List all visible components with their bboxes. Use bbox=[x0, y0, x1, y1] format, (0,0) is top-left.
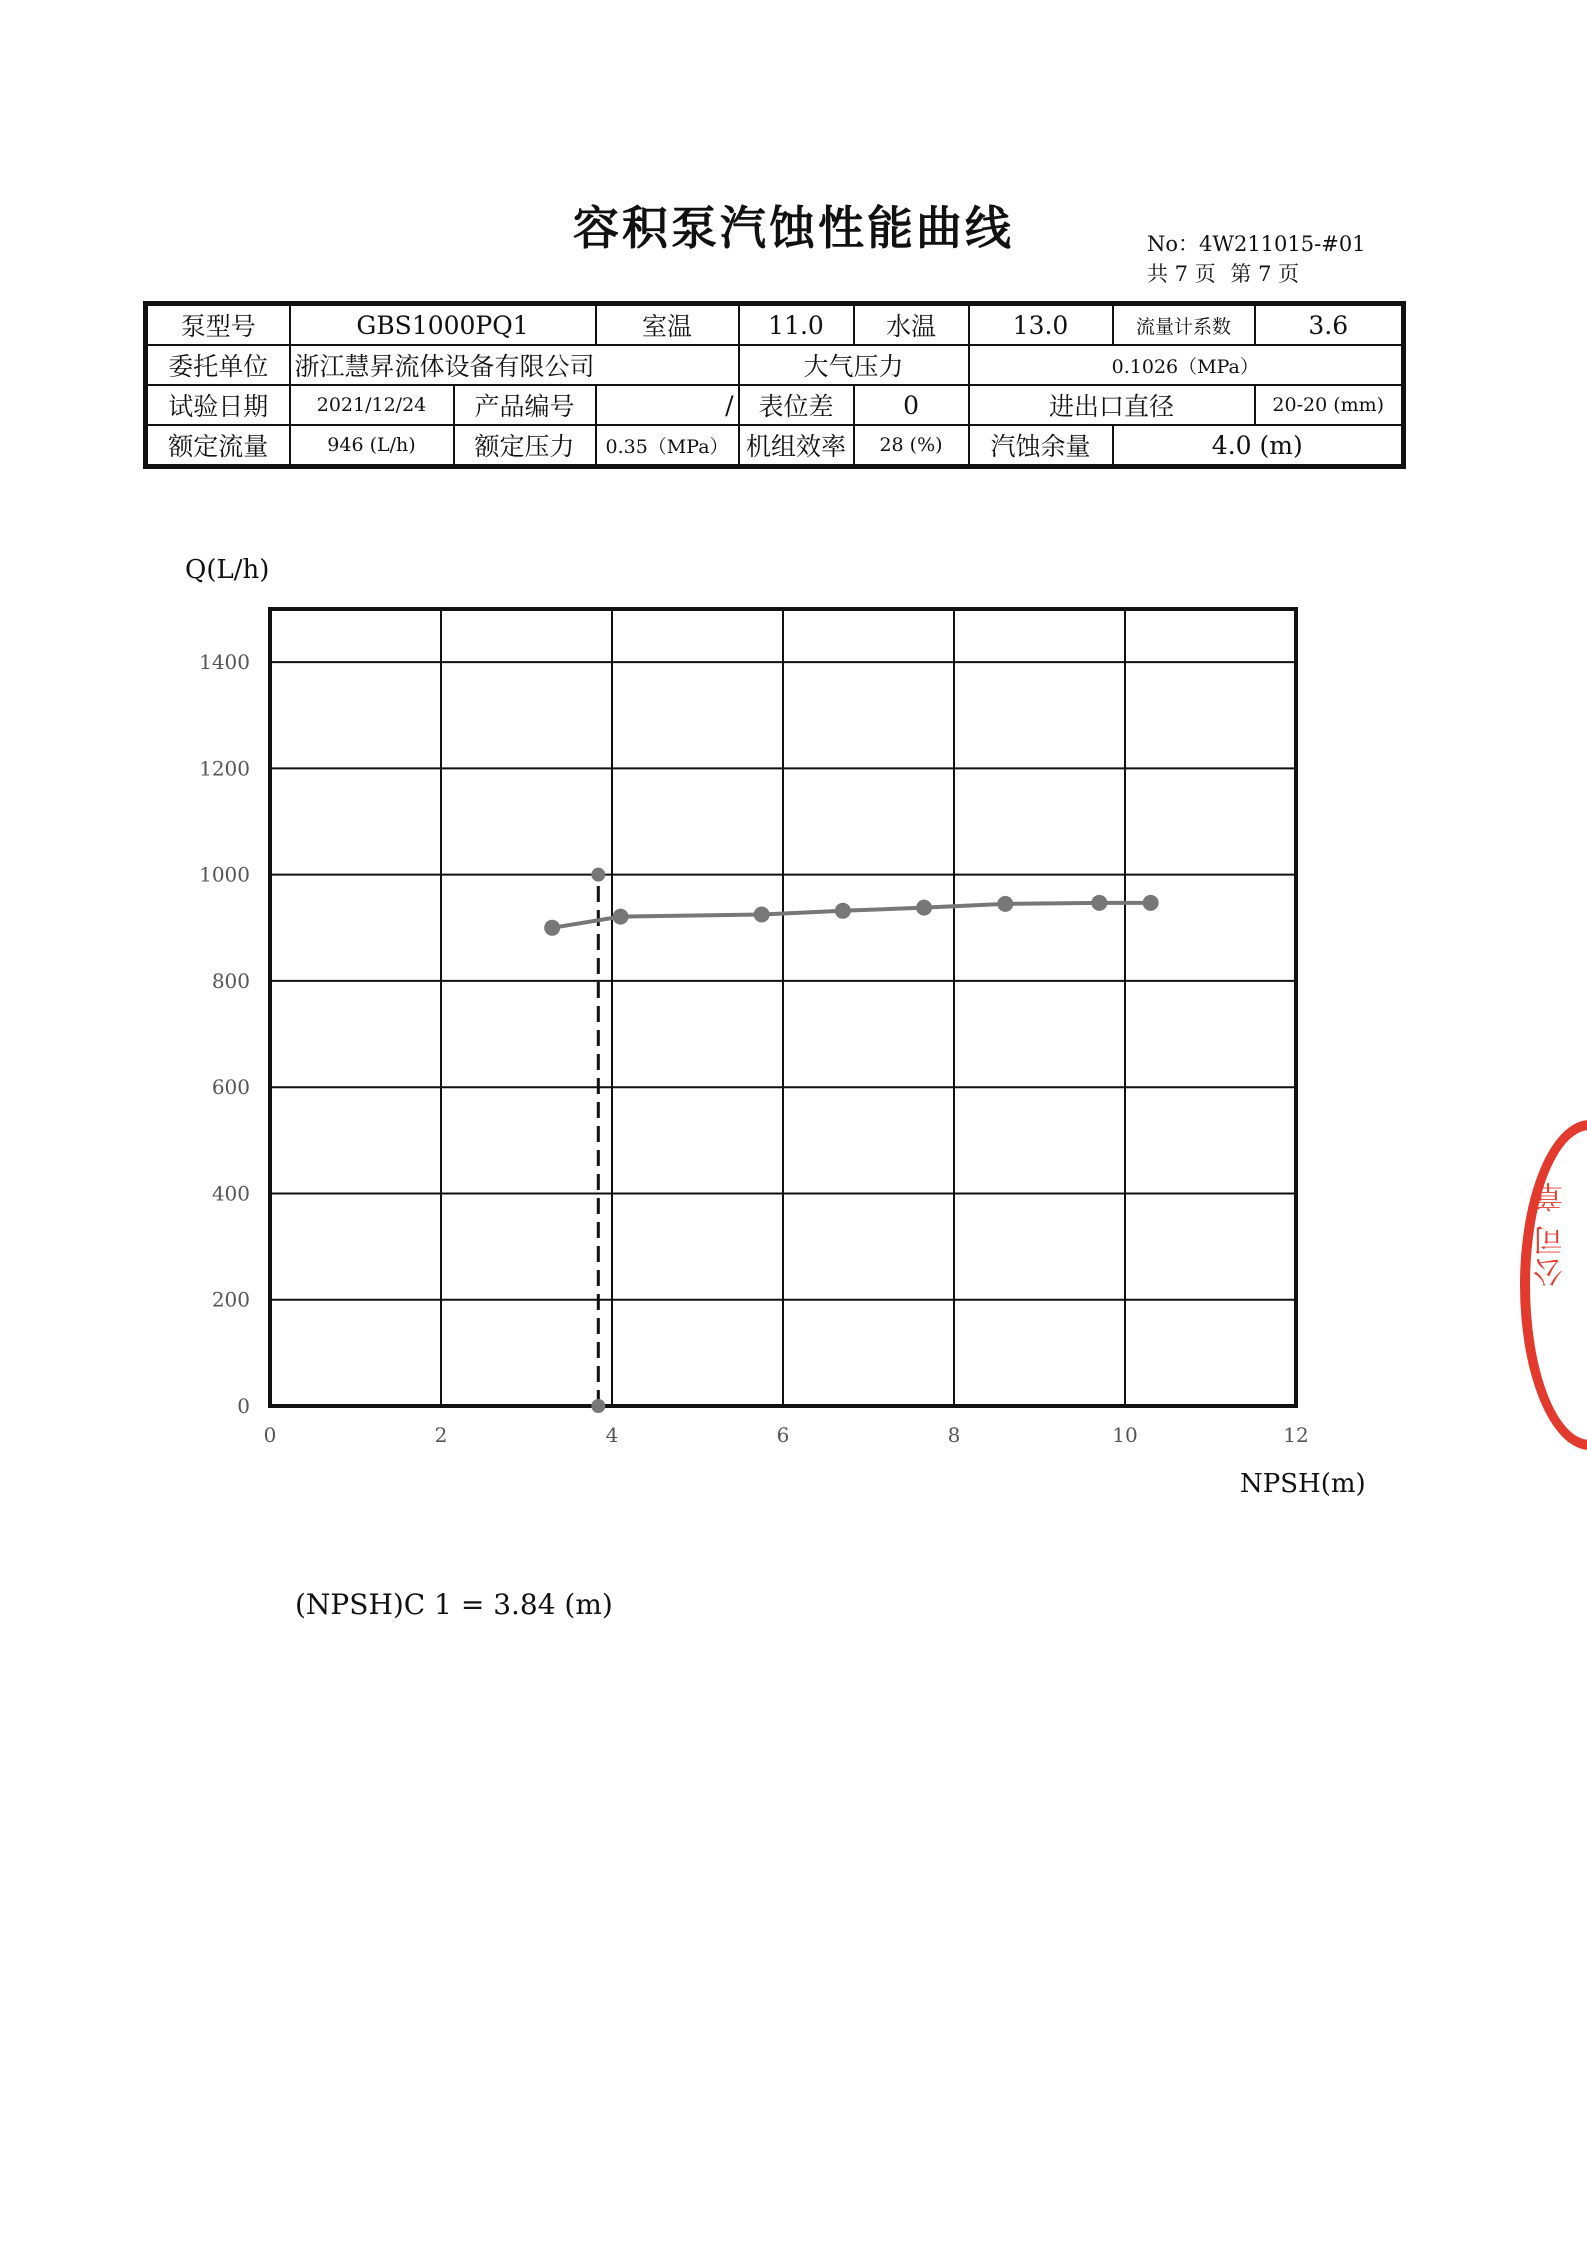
x-tick-label: 8 bbox=[947, 1423, 961, 1447]
npsh-critical-marker-bottom bbox=[591, 1399, 605, 1413]
value-water-temp: 13.0 bbox=[969, 304, 1113, 346]
value-unit-efficiency: 28 (%) bbox=[854, 425, 969, 467]
x-tick-label: 4 bbox=[605, 1423, 619, 1447]
label-test-date: 试验日期 bbox=[146, 385, 290, 425]
y-tick-label: 1200 bbox=[199, 756, 250, 781]
y-tick-label: 1400 bbox=[199, 650, 250, 675]
page-title: 容积泵汽蚀性能曲线 bbox=[573, 201, 1014, 255]
y-tick-label: 400 bbox=[211, 1181, 250, 1206]
label-pump-model: 泵型号 bbox=[146, 304, 290, 346]
value-rated-pressure: 0.35（MPa） bbox=[596, 425, 739, 467]
x-tick-label: 0 bbox=[263, 1423, 277, 1447]
value-pump-model: GBS1000PQ1 bbox=[290, 304, 596, 346]
x-tick-label: 6 bbox=[776, 1423, 790, 1447]
label-room-temp: 室温 bbox=[596, 304, 739, 346]
document-number: No：4W211015-#01 bbox=[1147, 232, 1366, 256]
value-flowmeter-coef: 3.6 bbox=[1255, 304, 1404, 346]
label-rated-pressure: 额定压力 bbox=[454, 425, 596, 467]
label-atm-pressure: 大气压力 bbox=[739, 345, 969, 385]
value-client: 浙江慧昇流体设备有限公司 bbox=[290, 345, 739, 385]
npsh-critical-marker-top bbox=[591, 868, 605, 882]
value-test-date: 2021/12/24 bbox=[290, 385, 454, 425]
value-atm-pressure: 0.1026（MPa） bbox=[969, 345, 1404, 385]
label-client: 委托单位 bbox=[146, 345, 290, 385]
data-point bbox=[835, 903, 851, 919]
label-unit-efficiency: 机组效率 bbox=[739, 425, 854, 467]
data-point bbox=[613, 909, 629, 925]
seal-text: 公司 章 bbox=[1534, 1180, 1569, 1288]
label-flowmeter-coef: 流量计系数 bbox=[1113, 304, 1255, 346]
label-product-no: 产品编号 bbox=[454, 385, 596, 425]
data-point bbox=[754, 907, 770, 923]
y-tick-label: 600 bbox=[211, 1075, 250, 1100]
label-rated-flow: 额定流量 bbox=[146, 425, 290, 467]
x-tick-label: 12 bbox=[1283, 1423, 1309, 1447]
x-axis-label: NPSH(m) bbox=[1240, 1469, 1366, 1499]
value-gauge-diff: 0 bbox=[854, 385, 969, 425]
y-tick-label: 0 bbox=[237, 1394, 250, 1418]
value-rated-flow: 946 (L/h) bbox=[290, 425, 454, 467]
data-point bbox=[544, 920, 560, 936]
series-line bbox=[552, 903, 1151, 928]
value-port-diameter: 20-20 (mm) bbox=[1255, 385, 1404, 425]
label-port-diameter: 进出口直径 bbox=[969, 385, 1255, 425]
data-point bbox=[1091, 895, 1107, 911]
value-product-no: / bbox=[596, 385, 739, 425]
value-npsh-margin: 4.0 (m) bbox=[1113, 425, 1404, 467]
y-axis-label: Q(L/h) bbox=[185, 555, 270, 585]
y-tick-label: 800 bbox=[211, 968, 250, 993]
y-tick-label: 1000 bbox=[199, 862, 250, 887]
current-page: 第 7 页 bbox=[1230, 262, 1300, 286]
npsh-result: (NPSH)C 1 = 3.84 (m) bbox=[295, 1588, 613, 1621]
label-gauge-diff: 表位差 bbox=[739, 385, 854, 425]
data-point bbox=[1143, 895, 1159, 911]
value-room-temp: 11.0 bbox=[739, 304, 854, 346]
label-water-temp: 水温 bbox=[854, 304, 969, 346]
x-tick-label: 10 bbox=[1112, 1423, 1138, 1447]
data-point bbox=[997, 896, 1013, 912]
total-pages: 共 7 页 bbox=[1147, 262, 1216, 286]
data-point bbox=[916, 900, 932, 916]
y-tick-label: 200 bbox=[211, 1287, 250, 1312]
x-tick-label: 2 bbox=[434, 1423, 448, 1447]
label-npsh-margin: 汽蚀余量 bbox=[969, 425, 1113, 467]
